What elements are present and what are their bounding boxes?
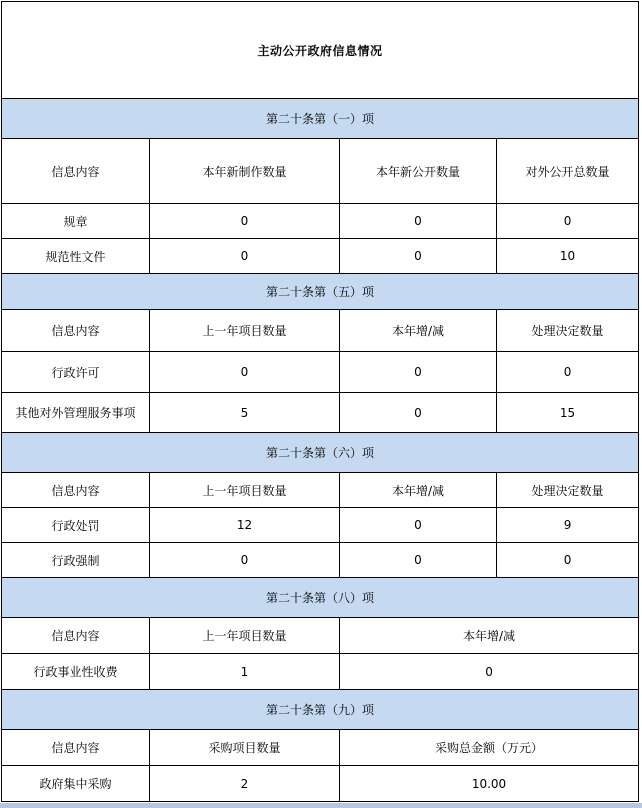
row-label: 行政事业性收费 [2, 654, 150, 690]
column-header: 本年增/减 [340, 473, 497, 508]
table-row [2, 239, 639, 274]
cell-value: 10.00 [340, 766, 639, 802]
cell-value: 0 [340, 352, 497, 393]
table-row [2, 508, 639, 543]
cell-value: 0 [340, 654, 639, 690]
cell-value: 0 [340, 508, 497, 543]
section-heading: 第二十条第（八）项 [2, 578, 639, 618]
disclosure-table [1, 1, 639, 802]
table-row [2, 654, 639, 690]
row-label: 政府集中采购 [2, 766, 150, 802]
cell-value: 0 [340, 393, 497, 433]
column-header: 上一年项目数量 [150, 473, 340, 508]
cell-value: 0 [150, 239, 340, 274]
table-row [2, 352, 639, 393]
cell-value: 0 [340, 204, 497, 239]
section-heading: 第二十条第（六）项 [2, 433, 639, 473]
column-header: 处理决定数量 [497, 473, 639, 508]
column-header: 上一年项目数量 [150, 618, 340, 654]
row-label: 规范性文件 [2, 239, 150, 274]
row-label: 行政处罚 [2, 508, 150, 543]
column-header: 处理决定数量 [497, 310, 639, 352]
cell-value: 12 [150, 508, 340, 543]
cell-value: 0 [150, 543, 340, 578]
cell-value: 10 [497, 239, 639, 274]
row-label: 其他对外管理服务事项 [2, 393, 150, 433]
cell-value: 2 [150, 766, 340, 802]
column-header: 采购项目数量 [150, 730, 340, 766]
column-header: 信息内容 [2, 310, 150, 352]
column-header: 信息内容 [2, 618, 150, 654]
table-row [2, 393, 639, 433]
cell-value: 0 [340, 239, 497, 274]
column-header: 上一年项目数量 [150, 310, 340, 352]
section-heading: 第二十条第（五）项 [2, 274, 639, 310]
cell-value: 0 [497, 352, 639, 393]
column-header: 对外公开总数量 [497, 139, 639, 204]
cell-value: 0 [497, 543, 639, 578]
bottom-edge-strip [0, 803, 642, 808]
row-label: 规章 [2, 204, 150, 239]
column-header: 本年新制作数量 [150, 139, 340, 204]
table-row [2, 766, 639, 802]
page-title: 主动公开政府信息情况 [2, 2, 639, 99]
cell-value: 5 [150, 393, 340, 433]
cell-value: 0 [150, 204, 340, 239]
table-row [2, 204, 639, 239]
cell-value: 0 [150, 352, 340, 393]
section-heading: 第二十条第（九）项 [2, 690, 639, 730]
row-label: 行政强制 [2, 543, 150, 578]
column-header: 信息内容 [2, 139, 150, 204]
cell-value: 15 [497, 393, 639, 433]
cell-value: 1 [150, 654, 340, 690]
column-header: 本年增/减 [340, 310, 497, 352]
section-heading: 第二十条第（一）项 [2, 99, 639, 139]
column-header: 本年新公开数量 [340, 139, 497, 204]
column-header: 采购总金额（万元） [340, 730, 639, 766]
cell-value: 0 [340, 543, 497, 578]
table-row [2, 543, 639, 578]
cell-value: 0 [497, 204, 639, 239]
column-header: 信息内容 [2, 473, 150, 508]
column-header: 信息内容 [2, 730, 150, 766]
cell-value: 9 [497, 508, 639, 543]
row-label: 行政许可 [2, 352, 150, 393]
column-header: 本年增/减 [340, 618, 639, 654]
